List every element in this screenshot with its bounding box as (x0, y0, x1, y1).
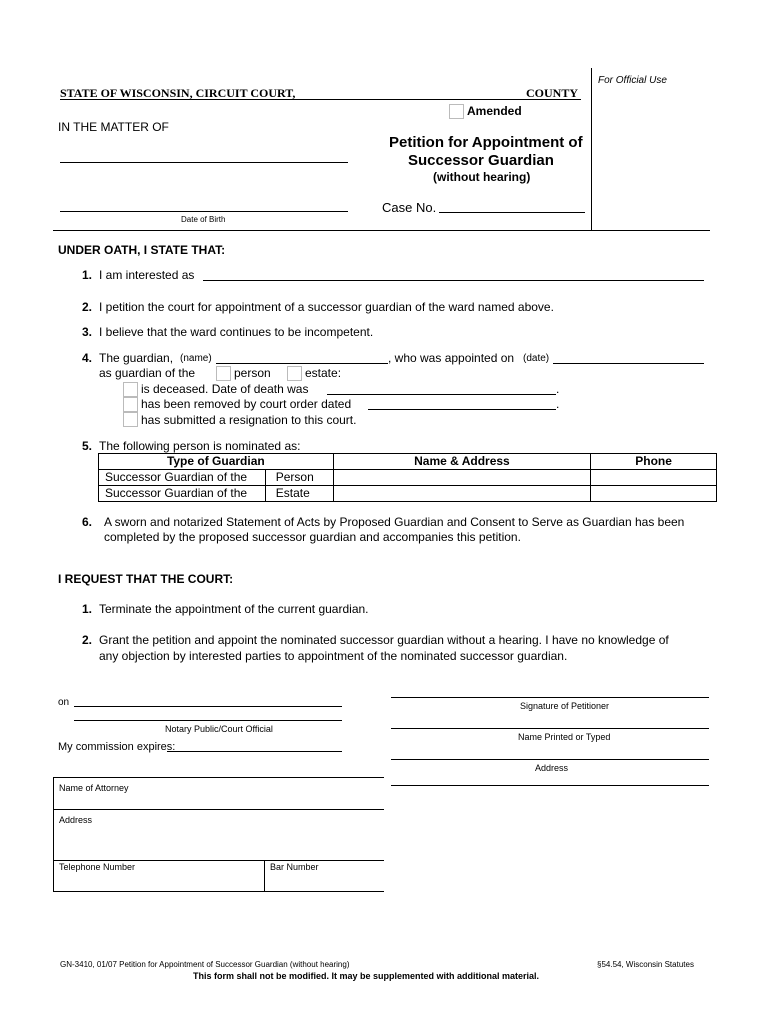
signature-label: Signature of Petitioner (520, 701, 610, 711)
dob-line[interactable] (60, 211, 348, 212)
form-title-line1: Petition for Appointment of (389, 134, 583, 151)
petitioner-address-line[interactable] (391, 759, 709, 760)
case-no-line[interactable] (439, 212, 585, 213)
amended-checkbox[interactable] (449, 104, 464, 119)
oath-item1-num: 1. (82, 268, 93, 282)
guardian-label: The guardian, (99, 351, 174, 365)
appointed-label: , who was appointed on (388, 351, 515, 365)
deceased-period: . (556, 382, 560, 396)
estate-label: estate: (305, 366, 342, 380)
court-label: STATE OF WISCONSIN, CIRCUIT COURT, (60, 86, 296, 100)
row-name-address-cell[interactable] (333, 486, 590, 502)
form-title-line2: Successor Guardian (408, 152, 554, 169)
row-phone-cell[interactable] (591, 470, 717, 486)
estate-checkbox[interactable] (287, 366, 302, 381)
petitioner-signature-line[interactable] (391, 697, 709, 698)
form-id: GN-3410, 01/07 Petition for Appointment of Successor Guardian (without hearing) (60, 960, 350, 969)
deceased-checkbox[interactable] (123, 382, 138, 397)
removed-label: has been removed by court order dated (141, 397, 352, 411)
commission-line[interactable] (167, 751, 342, 752)
row-name-address-cell[interactable] (333, 470, 590, 486)
table-header-phone: Phone (591, 454, 717, 470)
request-heading: I REQUEST THAT THE COURT: (58, 572, 234, 586)
removed-period: . (556, 397, 560, 411)
matter-of-label: IN THE MATTER OF (58, 120, 169, 134)
oath-item2-num: 2. (82, 300, 93, 314)
notary-date-line[interactable] (74, 706, 342, 707)
table-header-type: Type of Guardian (99, 454, 334, 470)
table-header-name-address: Name & Address (333, 454, 590, 470)
interested-as-line[interactable] (203, 280, 704, 281)
request-item1-text: Terminate the appointment of the current guardian. (99, 602, 369, 616)
on-label: on (58, 697, 70, 708)
row-scope: Person (265, 470, 333, 486)
county-label: COUNTY (526, 86, 579, 100)
oath-item1-text: I am interested as (99, 268, 195, 282)
dob-label: Date of Birth (181, 215, 226, 224)
attorney-box-left (53, 778, 54, 892)
oath-item6-line1: A sworn and notarized Statement of Acts by Proposed Guardian and Consent to Serve as Guardian has been (104, 515, 685, 529)
commission-label: My commission expires: (58, 741, 176, 753)
oath-item6-line2: completed by the proposed successor guardian and accompanies this petition. (104, 530, 521, 544)
oath-heading: UNDER OATH, I STATE THAT: (58, 243, 226, 257)
nominee-table (98, 453, 717, 502)
attorney-name-divider (53, 809, 384, 810)
name-hint: (name) (180, 353, 212, 364)
statute-ref: §54.54, Wisconsin Statutes (597, 960, 694, 969)
death-date-line[interactable] (327, 394, 556, 395)
request-item2-line2: any objection by interested parties to appointment of the nominated successor guardian. (99, 649, 568, 663)
address-label: Address (535, 763, 569, 773)
attorney-address-divider (53, 860, 384, 861)
attorney-phone-bar-divider (264, 861, 265, 892)
petitioner-name-line[interactable] (391, 728, 709, 729)
row-type: Successor Guardian of the (99, 486, 266, 502)
oath-item4-num: 4. (82, 351, 93, 365)
request-item2-num: 2. (82, 633, 93, 647)
person-label: person (234, 366, 271, 380)
removed-checkbox[interactable] (123, 397, 138, 412)
notary-signature-line[interactable] (74, 720, 342, 721)
row-phone-cell[interactable] (591, 486, 717, 502)
oath-item5-num: 5. (82, 439, 93, 453)
deceased-label: is deceased. Date of death was (141, 382, 309, 396)
table-row (99, 470, 717, 486)
oath-item2-text: I petition the court for appointment of a successor guardian of the ward named above. (99, 300, 554, 314)
official-use-divider (591, 68, 592, 230)
header-divider (53, 230, 710, 231)
oath-item5-text: The following person is nominated as: (99, 439, 301, 453)
attorney-bar-label: Bar Number (270, 862, 319, 872)
petitioner-address-line-2[interactable] (391, 785, 709, 786)
attorney-box-top (53, 777, 384, 778)
person-checkbox[interactable] (216, 366, 231, 381)
resigned-checkbox[interactable] (123, 412, 138, 427)
attorney-address-label: Address (59, 815, 93, 825)
as-guardian-label: as guardian of the (99, 366, 196, 380)
oath-item6-num: 6. (82, 515, 93, 529)
ward-name-line[interactable] (60, 162, 348, 163)
request-item1-num: 1. (82, 602, 93, 616)
oath-item3-text: I believe that the ward continues to be incompetent. (99, 325, 374, 339)
name-printed-label: Name Printed or Typed (518, 732, 611, 742)
court-line (60, 99, 581, 100)
amended-label: Amended (467, 104, 522, 118)
notary-label: Notary Public/Court Official (165, 724, 273, 734)
footer-notice: This form shall not be modified. It may be supplemented with additional material. (193, 971, 540, 981)
request-item2-line1: Grant the petition and appoint the nominated successor guardian without a hearing. I have no knowledge of (99, 633, 669, 647)
row-type: Successor Guardian of the (99, 470, 266, 486)
oath-item3-num: 3. (82, 325, 93, 339)
removal-date-line[interactable] (368, 409, 556, 410)
attorney-box-bottom (53, 891, 384, 892)
date-hint: (date) (523, 353, 550, 364)
row-scope: Estate (265, 486, 333, 502)
table-row (99, 486, 717, 502)
case-no-label: Case No. (382, 200, 437, 215)
resigned-label: has submitted a resignation to this court. (141, 413, 357, 427)
form-title-line3: (without hearing) (433, 170, 531, 184)
attorney-name-label: Name of Attorney (59, 783, 129, 793)
official-use-label: For Official Use (598, 75, 667, 86)
attorney-phone-label: Telephone Number (59, 862, 136, 872)
guardian-name-line[interactable] (216, 363, 388, 364)
appointed-date-line[interactable] (553, 363, 704, 364)
